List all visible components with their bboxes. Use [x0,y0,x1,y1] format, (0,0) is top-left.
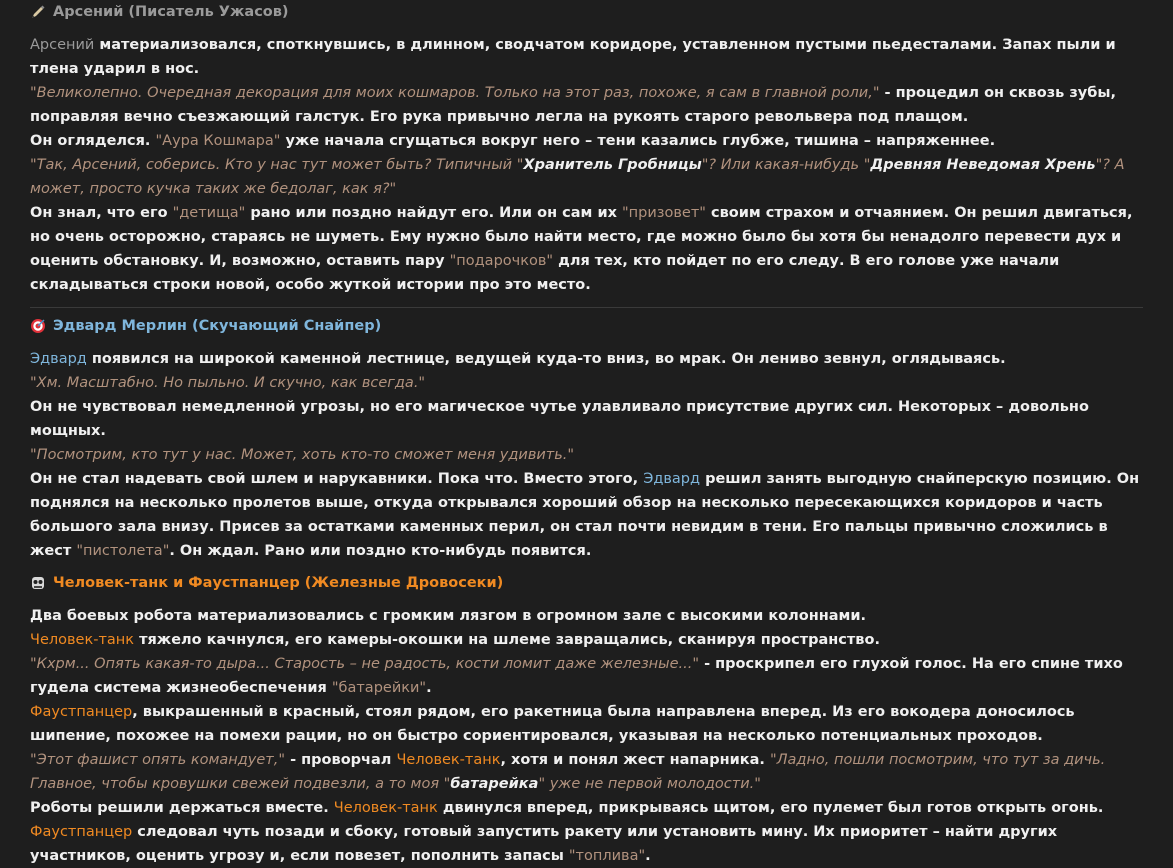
divider [30,307,1143,308]
target-icon [30,318,46,334]
paragraph: Он не стал надевать свой шлем и нарукавники. Пока что. Вместо этого, Эдвард решил занять выгодную снайперскую позицию. Он поднялся на несколько пролетов выше, откуда открывался хороший обзор на несколько пересекающихся коридоров и часть большого зала внизу. Присев за остатками каменных перил, он стал почти невидим в тени. Его пальцы привычно сложились в жест "пистолета". Он ждал. Рано или поздно кто-нибудь появится. [30,471,1140,559]
character-name: Человек-танк [30,632,135,648]
highlight: "подарочков" [449,253,554,269]
paragraph: Человек-танк тяжело качнулся, его камеры-окошки на шлеме завращались, сканируя пространство. [30,632,880,648]
paragraph [30,153,1143,201]
paragraph: Роботы решили держаться вместе. Человек-танк двинулся вперед, прикрываясь щитом, его пулемет был готов открыть огонь. Фаустпанцер следовал чуть позади и сбоку, готовый запустить ракету или установить мину. Их приоритет – найти других участников, оценить угрозу и, если повезет, пополнить запасы "топлива". [30,800,1104,864]
quote: "Великолепно. Очередная декорация для моих кошмаров. Только на этот раз, похоже, я сам в главной роли," [30,85,880,101]
character-name: Эдвард [30,351,87,367]
character-name: Эдвард [643,471,701,487]
quote: "Посмотрим, кто тут у нас. Может, хоть кто-то сможет меня удивить." [30,447,575,463]
section-heading-robots [30,571,1143,595]
paragraph: Он не чувствовал немедленной угрозы, но его магическое чутье улавливало присутствие других сил. Некоторых – довольно мощных. [30,399,1089,439]
character-name: Человек-танк [396,752,501,768]
character-name: Арсений [30,37,95,53]
paragraph: Он знал, что его "детища" рано или поздно найдут его. Или он сам их "призовет" своим страхом и отчаянием. Он решил двигаться, но очень осторожно, стараясь не шуметь. Ему нужно было найти место, где можно было бы хотя бы ненадолго перевести дух и оценить обстановку. И, возможно, оставить пару "подарочков" для тех, кто пойдет по его следу. В его голове уже начали складываться строки новой, особо жуткой истории про это место. [30,205,1133,293]
character-name: Фаустпанцер [30,704,133,720]
paragraph [30,371,1143,395]
paragraph: Фаустпанцер, выкрашенный в красный, стоял рядом, его ракетница была направлена вперед. Из его вокодера доносилось шипение, похожее на помехи рации, но он быстро сориентировался, указывая на несколько потенциальных проходов. [30,704,1075,744]
paragraph: Он огляделся. "Аура Кошмара" уже начала сгущаться вокруг него – тени казались глубже, тишина – напряженнее. [30,133,996,149]
highlight: "Аура Кошмара" [155,133,281,149]
pen-icon [30,4,46,20]
quote: "Кхрм... Опять какая-то дыра... Старость – не радость, кости ломит даже железные..." [30,656,700,672]
highlight: "призовет" [622,205,706,221]
paragraph: "Этот фашист опять командует," - проворчал Человек-танк, хотя и понял жест напарника. "Ладно, пошли посмотрим, что тут за дичь. Главное, чтобы кровушки свежей подвезли, а то моя "батарейка" уже не первой молодости." [30,752,1106,792]
character-name: Человек-танк [333,800,438,816]
highlight: "топлива" [568,848,646,864]
section-heading-arseniy [30,0,1143,24]
quote: "Этот фашист опять командует," [30,752,286,768]
quote: "Ладно, пошли посмотрим, что тут за дичь. Главное, чтобы кровушки свежей подвезли, а то моя "батарейка" уже не первой молодости." [30,752,1106,792]
paragraph: Арсений материализовался, споткнувшись, в длинном, сводчатом коридоре, уставленном пустыми пьедесталами. Запах пыли и тлена ударил в нос. [30,37,1116,77]
robot-skull-icon [30,575,46,591]
paragraph: Эдвард появился на широкой каменной лестнице, ведущей куда-то вниз, во мрак. Он лениво зевнул, оглядываясь. [30,351,1006,367]
quote: "Так, Арсений, соберись. Кто у нас тут может быть? Типичный "Хранитель Гробницы"? Или какая-нибудь "Древняя Неведомая Хрень"? А может, просто кучка таких же бедолаг, как я?" [30,157,1125,197]
quote: "Хм. Масштабно. Но пыльно. И скучно, как всегда." [30,375,426,391]
section-title: Человек-танк и Фаустпанцер (Железные Дровосеки) [53,575,504,591]
highlight: "детища" [172,205,246,221]
character-name: Фаустпанцер [30,824,133,840]
highlight: "батарейки" [331,680,427,696]
highlight: "пистолета" [76,543,170,559]
paragraph [30,443,1143,467]
section-title: Арсений (Писатель Ужасов) [53,4,289,20]
section-heading-edward [30,314,1143,338]
paragraph: "Великолепно. Очередная декорация для моих кошмаров. Только на этот раз, похоже, я сам в главной роли," - процедил он сквозь зубы, поправляя вечно съезжающий галстук. Его рука привычно легла на рукоять старого револьвера под плащом. [30,85,1116,125]
section-title: Эдвард Мерлин (Скучающий Снайпер) [53,318,382,334]
paragraph: Два боевых робота материализовались с громким лязгом в огромном зале с высокими колоннами. [30,608,867,624]
paragraph: "Кхрм... Опять какая-то дыра... Старость – не радость, кости ломит даже железные..." - проскрипел его глухой голос. На его спине тихо гудела система жизнеобеспечения "батарейки". [30,656,1123,696]
